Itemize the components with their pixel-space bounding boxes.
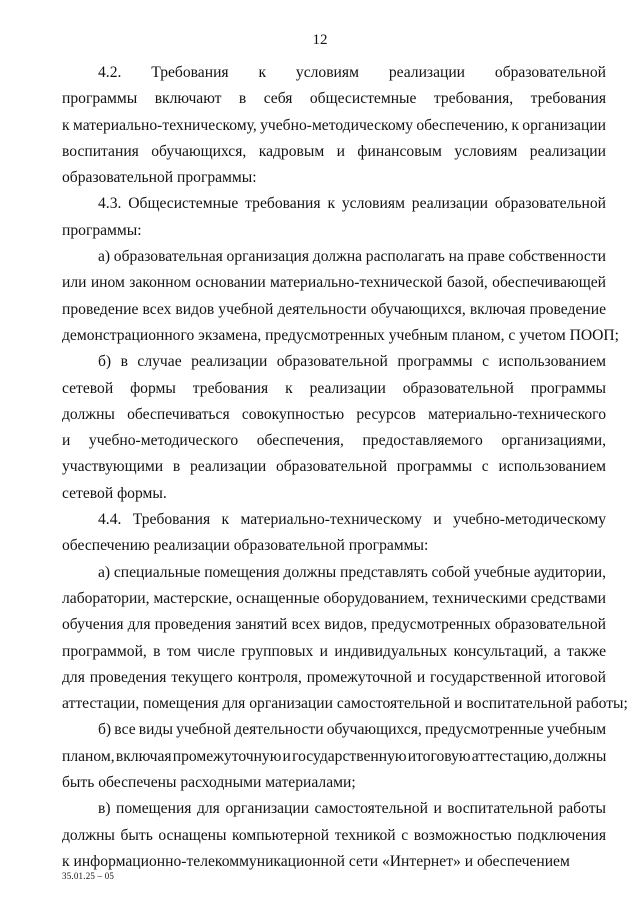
text-line: в) помещения для организации самостоятельной и воспитательной работы: [98, 800, 606, 818]
text-line: а) специальные помещения должны представлять собой учебные аудитории,: [98, 563, 607, 581]
document-body: [62, 60, 628, 875]
text-line: быть обеспечены расходными материалами;: [62, 774, 356, 792]
text-line: обучения для проведения занятий всех видов, предусмотренных образовательной: [62, 616, 606, 634]
paragraph: [62, 191, 606, 244]
paragraph: [62, 717, 606, 796]
text-line: программы включают в себя общесистемные требования, требования: [62, 90, 606, 108]
text-line: должны обеспечиваться совокупностью ресурсов материально-технического: [62, 405, 606, 423]
paragraph: [62, 244, 620, 349]
paragraph: [62, 349, 606, 507]
text-line: и учебно-методического обеспечения, предоставляемого организациями,: [62, 432, 606, 450]
text-line: 4.4. Требования к материально-техническому и учебно-методическому: [98, 511, 606, 529]
text-line: обеспечению реализации образовательной программы:: [62, 537, 429, 555]
text-line: лаборатории, мастерские, оснащенные оборудованием, техническими средствами: [62, 589, 606, 607]
text-line: воспитания обучающихся, кадровым и финансовым условиям реализации: [62, 142, 606, 160]
text-line: для проведения текущего контроля, промежуточной и государственной итоговой: [62, 668, 606, 686]
text-line: участвующими в реализации образовательной программы с использованием: [62, 458, 606, 476]
text-line: проведение всех видов учебной деятельности обучающихся, включая проведение: [62, 300, 606, 318]
text-line: программы:: [62, 221, 142, 239]
document-code: 35.01.25 – 05: [62, 871, 115, 881]
text-line: или ином законном основании материально-технической базой, обеспечивающей: [62, 274, 606, 292]
paragraph: [62, 60, 606, 191]
paragraph: [62, 560, 628, 718]
text-line: программой, в том числе групповых и индивидуальных консультаций, а также: [62, 642, 606, 660]
text-line: аттестации, помещения для организации самостоятельной и воспитательной работы;: [62, 695, 628, 713]
text-line: сетевой формы.: [62, 484, 167, 502]
text-line: демонстрационного экзамена, предусмотренных учебным планом, с учетом ПООП;: [62, 326, 620, 344]
text-line: образовательной программы:: [62, 169, 257, 187]
text-line: планом, включая промежуточную и государственную итоговую аттестацию, должны: [62, 747, 607, 765]
text-line: б) в случае реализации образовательной программы с использованием: [98, 353, 606, 371]
text-line: к материально-техническому, учебно-методическому обеспечению, к организации: [62, 116, 606, 134]
paragraph: [62, 796, 606, 875]
text-line: сетевой формы требования к реализации образовательной программы: [62, 379, 606, 397]
text-line: 4.3. Общесистемные требования к условиям реализации образовательной: [98, 195, 606, 213]
text-line: к информационно-телекоммуникационной сети «Интернет» и обеспечением: [62, 852, 570, 870]
text-line: 4.2. Требования к условиям реализации образовательной: [98, 64, 606, 81]
page-number: 12: [312, 32, 328, 48]
text-line: должны быть оснащены компьютерной техникой с возможностью подключения: [62, 826, 606, 844]
paragraph: [62, 507, 606, 560]
text-line: б) все виды учебной деятельности обучающихся, предусмотренные учебным: [98, 721, 607, 739]
text-line: а) образовательная организация должна располагать на праве собственности: [98, 248, 606, 266]
